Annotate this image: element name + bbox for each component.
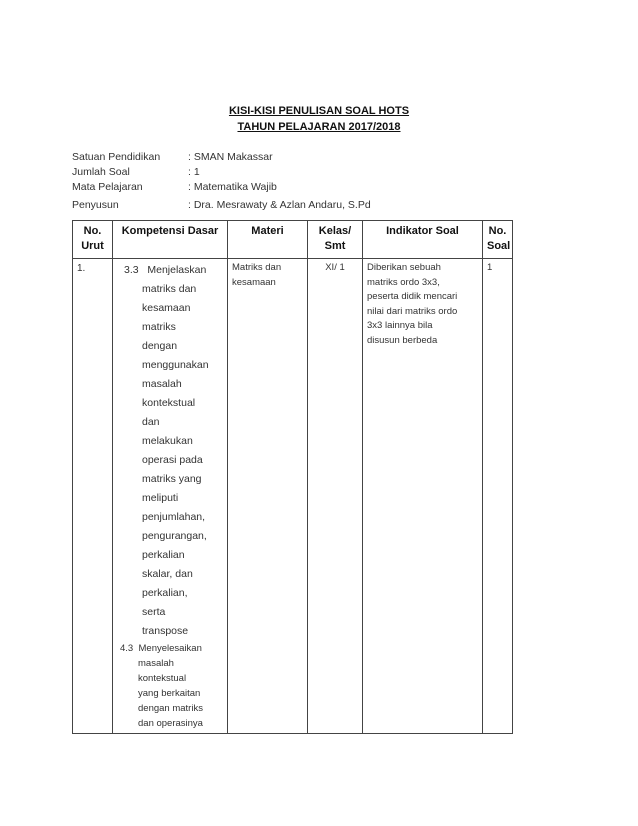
materi-line: kesamaan [232,276,276,288]
kd-line: skalar, dan [142,568,193,580]
kd-line: meliputi [142,492,179,504]
header-kelas: Kelas/ Smt [308,221,363,259]
header-kompetensi: Kompetensi Dasar [113,221,228,259]
kd-line: operasi pada [142,454,203,466]
table-row [73,259,513,734]
kd-line: menggunakan [142,359,209,371]
meta-value: : Matematika Wajib [188,181,277,193]
meta-label: Mata Pelajaran [72,181,143,193]
kd-line: transpose [142,625,189,637]
kd-line: dan [142,416,160,428]
kd-line: dan operasinya [138,718,203,729]
header-no-soal: No. Soal [483,221,513,259]
kd-line: dengan matriks [138,703,203,714]
indikator-line: disusun berbeda [367,334,438,346]
kd-line: kontekstual [142,397,196,409]
materi-line: Matriks dan [232,262,282,273]
indikator-line: matriks ordo 3x3, [367,276,440,288]
kd-line: matriks dan [142,283,197,295]
kd-line: masalah [142,378,182,390]
header-no-urut: No. Urut [73,221,113,259]
kd-line: matriks yang [142,473,202,485]
table-header-row [73,221,513,259]
meta-value: : 1 [188,166,200,178]
document-subtitle: TAHUN PELAJARAN 2017/2018 [237,121,401,133]
document-title: KISI-KISI PENULISAN SOAL HOTS [228,105,410,117]
header-materi: Materi [228,221,308,259]
kd-line: penjumlahan, [142,511,206,523]
kd-4-3: 4.3 Menyelesaikan masalah kontekstual yang berkaitan dengan matriks dan operasinya [117,641,223,731]
kd-line: matriks [142,321,176,333]
meta-value: : Dra. Mesrawaty & Azlan Andaru, S.Pd [188,199,371,211]
cell-no-urut: 1. [73,259,113,734]
kisi-kisi-table [72,220,513,734]
kd-line: kontekstual [138,673,187,684]
meta-label: Jumlah Soal [72,166,130,178]
meta-value: : SMAN Makassar [188,151,273,163]
kd-line: perkalian [142,549,185,561]
kd-line: perkalian, [142,587,188,599]
indikator-line: peserta didik mencari [367,291,458,302]
meta-label: Penyusun [72,199,119,211]
cell-indikator [363,259,483,734]
cell-no-soal: 1 [483,259,513,734]
kd-line: pengurangan, [142,530,207,542]
kd-line: melakukan [142,435,193,447]
cell-materi [228,259,308,734]
kd-line: serta [142,606,166,618]
cell-kompetensi [113,259,228,734]
indikator-line: 3x3 lainnya bila [367,320,433,331]
kd-line: masalah [138,658,174,669]
kd-line: kesamaan [142,302,191,314]
indikator-line: nilai dari matriks ordo [367,305,458,317]
header-indikator: Indikator Soal [363,221,483,259]
kd-3-3: 3.3 Menjelaskan matriks dan kesamaan matriks dengan menggunakan masalah kontekstual dan melakukan operasi pada matriks yang meliputi penjumlahan, pengurangan, perkalian skalar, dan perkalian, serta transpose [117,261,223,641]
kd-line: yang berkaitan [138,688,201,699]
kd-line: dengan [142,340,178,352]
cell-kelas: XI/ 1 [308,259,363,734]
indikator-line: Diberikan sebuah [367,262,441,273]
meta-label: Satuan Pendidikan [72,151,161,163]
